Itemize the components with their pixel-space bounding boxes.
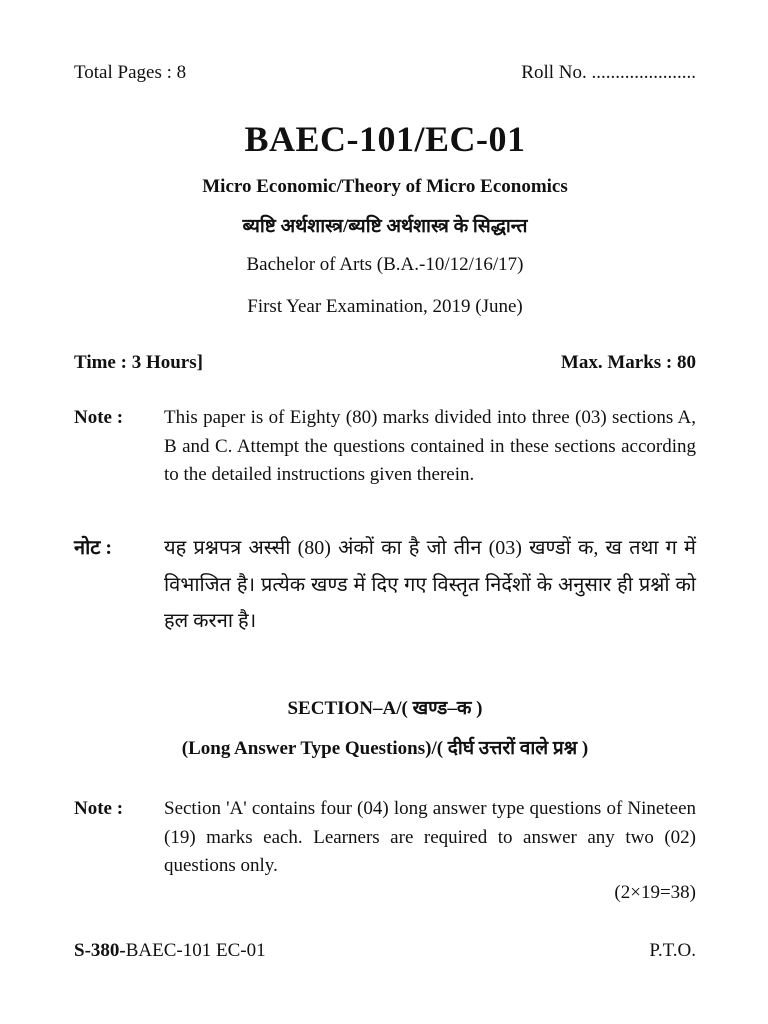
exam-page — [74, 0, 696, 1024]
footer-paper-code — [74, 940, 266, 962]
section-question-type: (Long Answer Type Questions)/( दीर्घ उत्तरों वाले प्रश्न ) — [181, 738, 589, 759]
page-header — [74, 62, 696, 84]
footer-code-suffix: BAEC-101 EC-01 — [125, 940, 266, 961]
exam-session: First Year Examination, 2019 (June) — [247, 296, 523, 317]
total-pages: Total Pages : 8 — [74, 62, 187, 83]
programme-name: Bachelor of Arts (B.A.-10/12/16/17) — [246, 254, 524, 275]
section-marks: (2×19=38) — [614, 882, 696, 903]
note-hindi — [74, 530, 696, 640]
time-marks-row — [74, 352, 696, 374]
note-label-hindi: नोट : — [74, 537, 113, 559]
note-text-hindi: यह प्रश्नपत्र अस्सी (80) अंकों का है जो तीन (03) खण्डों क, ख तथा ग में विभाजित है। प्रत्येक खण्ड में दिए गए विस्तृत निर्देशों के अनुसार ही प्रश्नों को हल करना है। — [164, 537, 696, 632]
footer-code-prefix: S-380- — [74, 940, 126, 961]
note-english — [74, 404, 696, 490]
page-footer — [74, 940, 696, 962]
time-allowed: Time : 3 Hours] — [74, 352, 203, 373]
please-turn-over: P.T.O. — [649, 940, 696, 961]
roll-number-field: Roll No. ...................... — [521, 62, 696, 83]
subject-title-english: Micro Economic/Theory of Micro Economics — [202, 176, 568, 197]
section-note-label: Note : — [74, 798, 124, 819]
note-text: This paper is of Eighty (80) marks divided into three (03) sections A, B and C. Attempt the questions contained in these sections according to the detailed instructions given therein. — [164, 407, 696, 485]
section-note-text: Section 'A' contains four (04) long answer type questions of Nineteen (19) marks each. Learners are required to answer any two (02) questions only. — [164, 798, 696, 876]
paper-code: BAEC-101/EC-01 — [244, 119, 526, 159]
section-note — [74, 795, 696, 881]
section-title: SECTION–A/( खण्ड–क ) — [287, 698, 483, 719]
subject-title-hindi: ब्यष्टि अर्थशास्त्र/ब्यष्टि अर्थशास्त्र के सिद्धान्त — [242, 216, 528, 237]
maximum-marks: Max. Marks : 80 — [560, 352, 696, 373]
note-label: Note : — [74, 407, 124, 428]
